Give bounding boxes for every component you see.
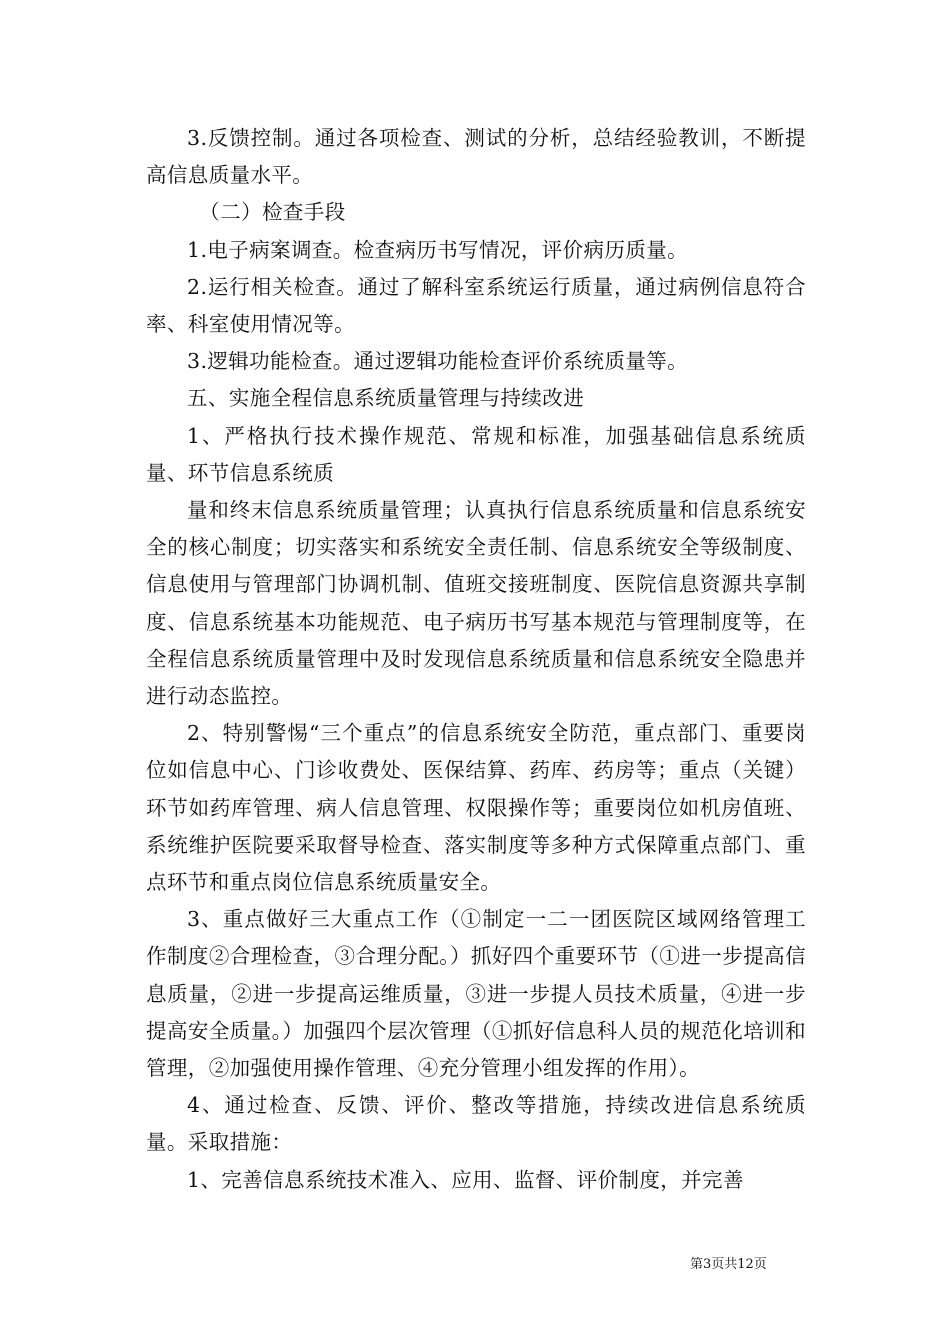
paragraph-feedback-control: 3.反馈控制。通过各项检查、测试的分析，总结经验教训，不断提高信息质量水平。: [146, 126, 806, 188]
paragraph-item-3: 3、重点做好三大重点工作（①制定一二一团医院区域网络管理工作制度②合理检查，③合理分配。）抓好四个重要环节（①进一步提高信息质量，②进一步提高运维质量，③进一步提人员技术质量，④进一步提高安全质量。）加强四个层次管理（①抓好信息科人员的规范化培训和管理，②加强使用操作管理、④充分管理小组发挥的作用）。: [146, 907, 806, 1081]
paragraph-item-4: 4、通过检查、反馈、评价、整改等措施，持续改进信息系统质量。采取措施：: [146, 1093, 806, 1155]
section-heading-quality-management: 五、实施全程信息系统质量管理与持续改进: [187, 386, 585, 411]
page-number-footer: 第3页共12页: [690, 1257, 767, 1272]
paragraph-item-1-start: 1、严格执行技术操作规范、常规和标准，加强基础信息系统质量、环节信息系统质: [146, 423, 806, 485]
paragraph-measure-1: 1、完善信息系统技术准入、应用、监督、评价制度，并完善: [187, 1167, 744, 1192]
paragraph-logic-check: 3.逻辑功能检查。通过逻辑功能检查评价系统质量等。: [187, 349, 689, 374]
paragraph-item-1-continued: 量和终末信息系统质量管理；认真执行信息系统质量和信息系统安全的核心制度；切实落实和系统安全责任制、信息系统安全等级制度、信息使用与管理部门协调机制、值班交接班制度、医院信息资源共享制度、信息系统基本功能规范、电子病历书写基本规范与管理制度等，在全程信息系统质量管理中及时发现信息系统质量和信息系统安全隐患并进行动态监控。: [146, 498, 806, 709]
paragraph-item-2: 2、特别警惕“三个重点”的信息系统安全防范，重点部门、重要岗位如信息中心、门诊收费处、医保结算、药库、药房等；重点（关键）环节如药库管理、病人信息管理、权限操作等；重要岗位如机房值班、系统维护医院要采取督导检查、落实制度等多种方式保障重点部门、重点环节和重点岗位信息系统质量安全。: [146, 721, 806, 895]
document-body: [146, 120, 806, 1199]
paragraph-emr-survey: 1.电子病案调查。检查病历书写情况，评价病历质量。: [187, 237, 689, 262]
section-heading-inspection-means: （二）检查手段: [199, 200, 346, 225]
paragraph-operation-check: 2.运行相关检查。通过了解科室系统运行质量，通过病例信息符合率、科室使用情况等。: [146, 274, 806, 337]
